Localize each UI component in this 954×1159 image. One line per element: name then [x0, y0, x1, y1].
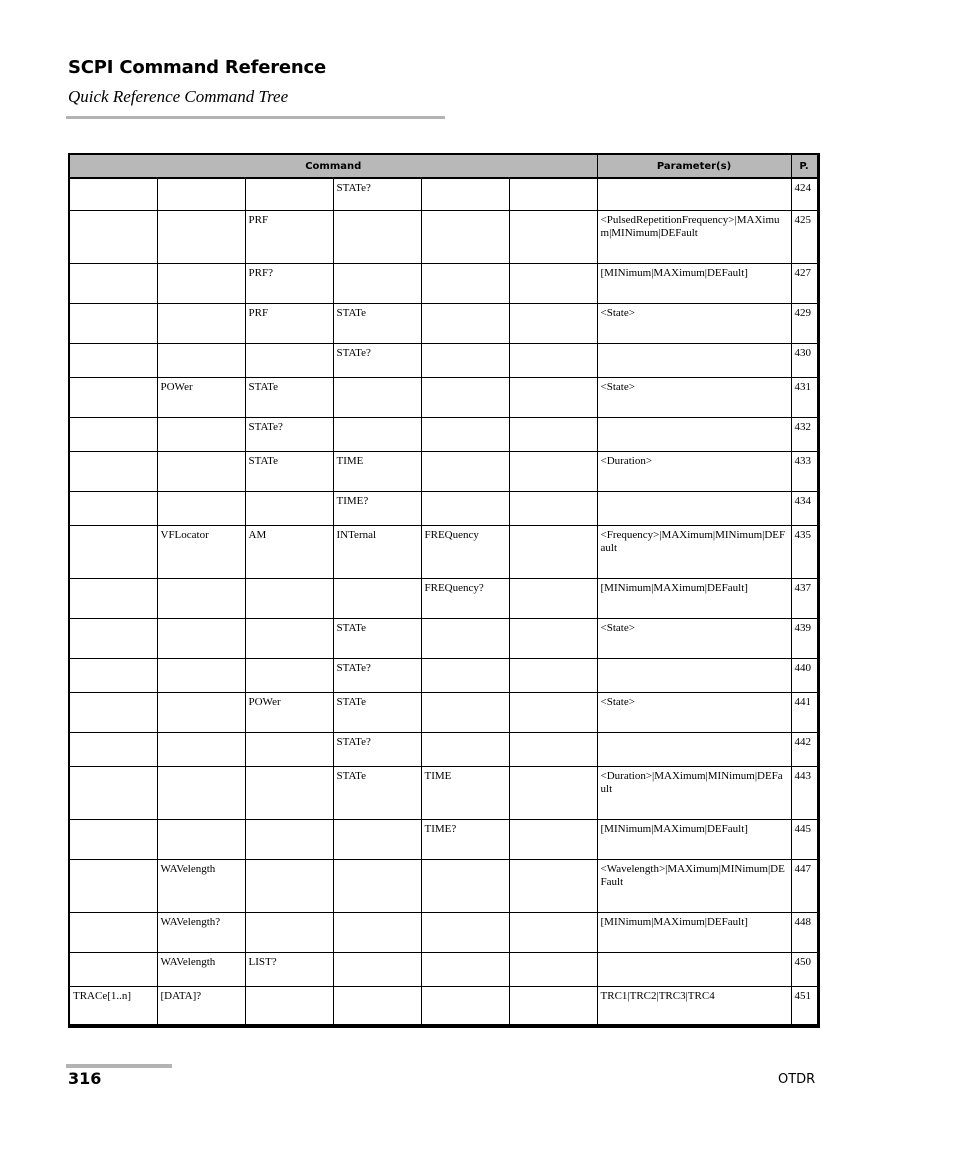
parameters-cell [597, 417, 791, 451]
cmd-level-5-cell [421, 986, 509, 1026]
cmd-level-5-cell [421, 343, 509, 377]
cmd-level-2-cell [157, 210, 245, 263]
cmd-level-2-cell [157, 618, 245, 658]
cmd-level-6-cell [509, 819, 597, 859]
section-title: SCPI Command Reference [68, 57, 327, 78]
parameters-cell: [MINimum|MAXimum|DEFault] [597, 578, 791, 618]
cmd-level-3-cell [245, 618, 333, 658]
cmd-level-4-cell [333, 986, 421, 1026]
cmd-level-4-cell: TIME? [333, 491, 421, 525]
section-subtitle: Quick Reference Command Tree [68, 87, 289, 106]
page-ref-cell: 429 [791, 303, 818, 343]
cmd-level-4-cell [333, 912, 421, 952]
cmd-level-1-cell: TRACe[1..n] [69, 986, 157, 1026]
parameters-cell [597, 732, 791, 766]
cmd-level-6-cell [509, 377, 597, 417]
cmd-level-5-cell [421, 417, 509, 451]
table-row [69, 525, 818, 578]
cmd-level-2-cell: WAVelength [157, 952, 245, 986]
cmd-level-2-cell [157, 692, 245, 732]
cmd-level-6-cell [509, 343, 597, 377]
page-ref-cell: 432 [791, 417, 818, 451]
page-ref-cell: 435 [791, 525, 818, 578]
cmd-level-4-cell [333, 859, 421, 912]
parameters-cell: <Duration>|MAXimum|MINimum|DEFault [597, 766, 791, 819]
page-ref-cell: 451 [791, 986, 818, 1026]
table-row [69, 377, 818, 417]
parameters-header: Parameter(s) [597, 154, 791, 178]
cmd-level-3-cell [245, 819, 333, 859]
table-row [69, 417, 818, 451]
cmd-level-1-cell [69, 210, 157, 263]
cmd-level-4-cell [333, 377, 421, 417]
cmd-level-3-cell [245, 178, 333, 210]
cmd-level-3-cell [245, 491, 333, 525]
cmd-level-6-cell [509, 732, 597, 766]
table-row [69, 451, 818, 491]
cmd-level-5-cell: FREQuency? [421, 578, 509, 618]
cmd-level-3-cell: STATe [245, 377, 333, 417]
cmd-level-6-cell [509, 178, 597, 210]
cmd-level-5-cell [421, 377, 509, 417]
cmd-level-1-cell [69, 618, 157, 658]
command-table-container [68, 153, 817, 1028]
cmd-level-4-cell: INTernal [333, 525, 421, 578]
parameters-cell [597, 952, 791, 986]
table-row [69, 952, 818, 986]
parameters-cell: <Frequency>|MAXimum|MINimum|DEFault [597, 525, 791, 578]
cmd-level-6-cell [509, 986, 597, 1026]
cmd-level-6-cell [509, 210, 597, 263]
parameters-cell [597, 343, 791, 377]
table-row [69, 178, 818, 210]
parameters-cell: <Duration> [597, 451, 791, 491]
cmd-level-5-cell [421, 952, 509, 986]
page-ref-cell: 434 [791, 491, 818, 525]
table-row [69, 859, 818, 912]
cmd-level-2-cell: WAVelength [157, 859, 245, 912]
cmd-level-3-cell: PRF? [245, 263, 333, 303]
cmd-level-2-cell [157, 819, 245, 859]
cmd-level-2-cell: POWer [157, 377, 245, 417]
cmd-level-1-cell [69, 952, 157, 986]
page-ref-cell: 439 [791, 618, 818, 658]
cmd-level-2-cell [157, 263, 245, 303]
page-number: 316 [68, 1069, 102, 1088]
cmd-level-4-cell [333, 819, 421, 859]
cmd-level-2-cell [157, 417, 245, 451]
cmd-level-5-cell: TIME [421, 766, 509, 819]
page-ref-cell: 441 [791, 692, 818, 732]
parameters-cell [597, 178, 791, 210]
cmd-level-5-cell [421, 491, 509, 525]
cmd-level-4-cell [333, 417, 421, 451]
table-row [69, 819, 818, 859]
cmd-level-3-cell [245, 766, 333, 819]
parameters-cell [597, 491, 791, 525]
cmd-level-2-cell [157, 343, 245, 377]
cmd-level-6-cell [509, 263, 597, 303]
cmd-level-3-cell [245, 343, 333, 377]
parameters-cell: [MINimum|MAXimum|DEFault] [597, 819, 791, 859]
cmd-level-1-cell [69, 859, 157, 912]
parameters-cell: [MINimum|MAXimum|DEFault] [597, 263, 791, 303]
cmd-level-4-cell: STATe [333, 766, 421, 819]
cmd-level-5-cell [421, 303, 509, 343]
cmd-level-1-cell [69, 525, 157, 578]
table-row [69, 210, 818, 263]
parameters-cell: <State> [597, 618, 791, 658]
cmd-level-4-cell [333, 210, 421, 263]
footer-divider [66, 1064, 172, 1068]
cmd-level-3-cell: STATe [245, 451, 333, 491]
cmd-level-2-cell [157, 178, 245, 210]
table-row [69, 343, 818, 377]
page-ref-cell: 450 [791, 952, 818, 986]
cmd-level-5-cell [421, 732, 509, 766]
cmd-level-1-cell [69, 732, 157, 766]
cmd-level-4-cell [333, 578, 421, 618]
cmd-level-2-cell [157, 451, 245, 491]
cmd-level-5-cell: FREQuency [421, 525, 509, 578]
cmd-level-1-cell [69, 819, 157, 859]
cmd-level-5-cell [421, 859, 509, 912]
parameters-cell: <State> [597, 377, 791, 417]
cmd-level-3-cell: LIST? [245, 952, 333, 986]
cmd-level-1-cell [69, 766, 157, 819]
cmd-level-1-cell [69, 491, 157, 525]
cmd-level-2-cell [157, 766, 245, 819]
page-ref-cell: 442 [791, 732, 818, 766]
table-row [69, 986, 818, 1026]
cmd-level-6-cell [509, 912, 597, 952]
cmd-level-1-cell [69, 263, 157, 303]
cmd-level-1-cell [69, 303, 157, 343]
cmd-level-1-cell [69, 178, 157, 210]
parameters-cell [597, 658, 791, 692]
table-row [69, 578, 818, 618]
cmd-level-3-cell: PRF [245, 303, 333, 343]
table-header-row [69, 154, 818, 178]
cmd-level-3-cell [245, 732, 333, 766]
page-ref-cell: 445 [791, 819, 818, 859]
page-ref-cell: 424 [791, 178, 818, 210]
table-row [69, 658, 818, 692]
cmd-level-4-cell: STATe? [333, 178, 421, 210]
cmd-level-4-cell: STATe? [333, 732, 421, 766]
cmd-level-6-cell [509, 417, 597, 451]
cmd-level-1-cell [69, 343, 157, 377]
cmd-level-5-cell [421, 658, 509, 692]
parameters-cell: TRC1|TRC2|TRC3|TRC4 [597, 986, 791, 1026]
table-row [69, 263, 818, 303]
cmd-level-5-cell [421, 912, 509, 952]
cmd-level-2-cell [157, 578, 245, 618]
cmd-level-3-cell: STATe? [245, 417, 333, 451]
table-row [69, 692, 818, 732]
product-name: OTDR [778, 1072, 816, 1087]
cmd-level-3-cell [245, 658, 333, 692]
cmd-level-3-cell: PRF [245, 210, 333, 263]
cmd-level-5-cell [421, 451, 509, 491]
cmd-level-6-cell [509, 692, 597, 732]
command-header: Command [69, 154, 597, 178]
page-ref-cell: 448 [791, 912, 818, 952]
cmd-level-3-cell [245, 912, 333, 952]
cmd-level-1-cell [69, 451, 157, 491]
cmd-level-6-cell [509, 658, 597, 692]
cmd-level-6-cell [509, 952, 597, 986]
page-ref-cell: 440 [791, 658, 818, 692]
cmd-level-1-cell [69, 692, 157, 732]
cmd-level-6-cell [509, 451, 597, 491]
table-row [69, 618, 818, 658]
cmd-level-1-cell [69, 912, 157, 952]
table-row [69, 491, 818, 525]
table-row [69, 912, 818, 952]
cmd-level-5-cell [421, 263, 509, 303]
cmd-level-5-cell [421, 210, 509, 263]
cmd-level-6-cell [509, 859, 597, 912]
page-ref-cell: 425 [791, 210, 818, 263]
page-ref-cell: 447 [791, 859, 818, 912]
cmd-level-5-cell [421, 178, 509, 210]
cmd-level-6-cell [509, 618, 597, 658]
page-ref-cell: 427 [791, 263, 818, 303]
cmd-level-1-cell [69, 658, 157, 692]
cmd-level-6-cell [509, 491, 597, 525]
cmd-level-3-cell [245, 578, 333, 618]
cmd-level-1-cell [69, 417, 157, 451]
cmd-level-4-cell: TIME [333, 451, 421, 491]
page-ref-cell: 443 [791, 766, 818, 819]
cmd-level-2-cell [157, 303, 245, 343]
cmd-level-4-cell: STATe? [333, 658, 421, 692]
cmd-level-4-cell [333, 263, 421, 303]
cmd-level-2-cell: VFLocator [157, 525, 245, 578]
parameters-cell: <PulsedRepetitionFrequency>|MAXimum|MINimum|DEFault [597, 210, 791, 263]
cmd-level-1-cell [69, 377, 157, 417]
cmd-level-3-cell: AM [245, 525, 333, 578]
header-divider [66, 116, 445, 119]
cmd-level-4-cell [333, 952, 421, 986]
cmd-level-5-cell [421, 692, 509, 732]
cmd-level-6-cell [509, 303, 597, 343]
page-ref-cell: 433 [791, 451, 818, 491]
page-ref-cell: 430 [791, 343, 818, 377]
cmd-level-2-cell [157, 491, 245, 525]
table-body [69, 178, 818, 1026]
cmd-level-5-cell [421, 618, 509, 658]
cmd-level-2-cell [157, 658, 245, 692]
cmd-level-2-cell: WAVelength? [157, 912, 245, 952]
table-row [69, 766, 818, 819]
cmd-level-4-cell: STATe [333, 618, 421, 658]
cmd-level-3-cell [245, 986, 333, 1026]
cmd-level-4-cell: STATe [333, 303, 421, 343]
cmd-level-1-cell [69, 578, 157, 618]
parameters-cell: <State> [597, 303, 791, 343]
page-header: P. [791, 154, 818, 178]
cmd-level-6-cell [509, 525, 597, 578]
cmd-level-4-cell: STATe [333, 692, 421, 732]
cmd-level-2-cell [157, 732, 245, 766]
cmd-level-6-cell [509, 766, 597, 819]
parameters-cell: [MINimum|MAXimum|DEFault] [597, 912, 791, 952]
cmd-level-6-cell [509, 578, 597, 618]
cmd-level-3-cell: POWer [245, 692, 333, 732]
table-row [69, 732, 818, 766]
page-ref-cell: 437 [791, 578, 818, 618]
cmd-level-5-cell: TIME? [421, 819, 509, 859]
cmd-level-4-cell: STATe? [333, 343, 421, 377]
parameters-cell: <State> [597, 692, 791, 732]
table-row [69, 303, 818, 343]
command-table [68, 153, 820, 1028]
cmd-level-2-cell: [DATA]? [157, 986, 245, 1026]
parameters-cell: <Wavelength>|MAXimum|MINimum|DEFault [597, 859, 791, 912]
cmd-level-3-cell [245, 859, 333, 912]
page-ref-cell: 431 [791, 377, 818, 417]
